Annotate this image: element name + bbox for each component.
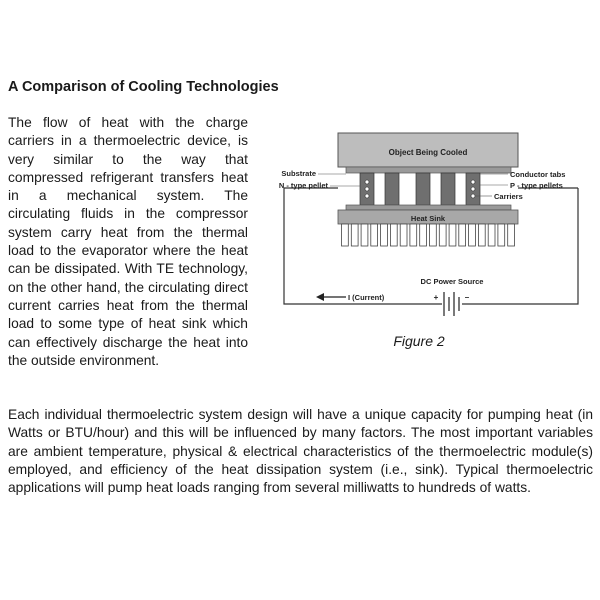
- substrate-label: Substrate: [281, 169, 316, 178]
- pellet: [441, 173, 455, 205]
- current-label: I (Current): [348, 293, 385, 302]
- heat-sink-fin: [498, 224, 505, 246]
- figure-caption: Figure 2: [393, 333, 445, 349]
- section-heading: A Comparison of Cooling Technologies: [8, 79, 279, 95]
- heat-sink-fin: [430, 224, 437, 246]
- heat-sink-label: Heat Sink: [410, 214, 446, 223]
- carriers-label: Carriers: [494, 192, 523, 201]
- object-label: Object Being Cooled: [388, 148, 468, 157]
- heat-sink-fin: [508, 224, 515, 246]
- heat-sink-fin: [488, 224, 495, 246]
- battery-icon: [444, 292, 459, 316]
- heat-sink-fin: [420, 224, 427, 246]
- heat-sink-fin: [361, 224, 368, 246]
- capacity-paragraph: Each individual thermoelectric system design will have a unique capacity for pumping heat (in Watts or BTU/hour) and this will be influenced by many factors. The most important variables are ambient temperature, physical & electrical characteristics of the thermoelectric module(s) employed, and efficiency of the heat dissipation system (i.e., sink). Typical thermoelectric applications will pump heat loads ranging from several milliwatts to hundreds of watts.: [8, 407, 593, 496]
- heat-sink-fin: [469, 224, 476, 246]
- heat-sink-fins: [342, 224, 515, 246]
- plus-sign: +: [433, 293, 439, 302]
- pellet: [416, 173, 430, 205]
- heat-sink-fin: [351, 224, 358, 246]
- heat-sink-fin: [371, 224, 378, 246]
- heat-sink-fin: [400, 224, 407, 246]
- thermoelectric-diagram: [266, 128, 596, 328]
- intro-paragraph: The flow of heat with the charge carriers in a thermoelectric device, is very similar to the way that compressed refrigerant transfers heat in a mechanical system. The circulating fluids in the compressor system carry heat from the thermal load to the evaporator where the heat can be dissipated. With TE technology, on the other hand, the circulating direct current carries heat from the thermal load to some type of heat sink which can effectively discharge the heat into the outside environment.: [8, 115, 248, 368]
- n-pellet-label: N - type pellet: [278, 181, 328, 190]
- heat-sink-fin: [459, 224, 466, 246]
- heat-sink-fin: [439, 224, 446, 246]
- conductor-tabs-label: Conductor tabs: [510, 170, 566, 179]
- heat-sink-fin: [449, 224, 456, 246]
- p-pellets-label: P - type pellets: [510, 181, 563, 190]
- power-source-label: DC Power Source: [420, 277, 484, 286]
- heat-sink-fin: [390, 224, 397, 246]
- minus-sign: –: [464, 293, 470, 302]
- diagram-svg: [266, 128, 596, 328]
- heat-sink-fin: [478, 224, 485, 246]
- pellet: [385, 173, 399, 205]
- top-substrate: [346, 167, 511, 173]
- heat-sink-fin: [410, 224, 417, 246]
- bottom-substrate: [346, 205, 511, 210]
- heat-sink-fin: [342, 224, 349, 246]
- heat-sink-fin: [381, 224, 388, 246]
- pellets: [360, 173, 480, 205]
